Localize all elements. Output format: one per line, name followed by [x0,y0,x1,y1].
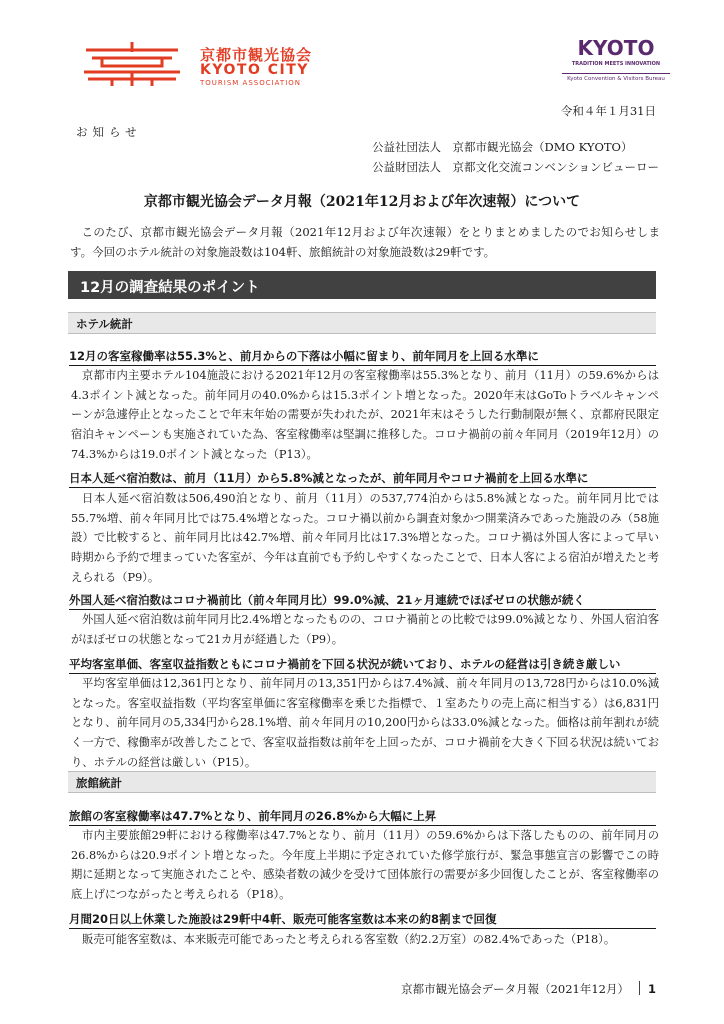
page-footer [401,981,656,997]
notice-label: お知らせ [76,125,142,139]
kyoto-city-tourism-association-logo [82,38,342,88]
ryokan-point-2-heading: 月間20日以上休業した施設は29軒中4軒、販売可能客室数は本来の約8割まで回復 [69,911,656,929]
footer-title: 京都市観光協会データ月報（2021年12月） [401,982,629,996]
hotel-point-3-heading: 外国人延べ宿泊数はコロナ禍前比（前々年同月比）99.0%減、21ヶ月連続でほぼゼロの状態が続く [69,592,656,610]
organization-1: 公益社団法人 京都市観光協会（DMO KYOTO） [372,140,633,154]
logo-name-en-sub: TOURISM ASSOCIATION [200,79,302,87]
logo-divider [562,73,670,74]
hotel-point-1-body: 京都市内主要ホテル104施設における2021年12月の客室稼働率は55.3%となり、前月（11月）の59.6%からは4.3ポイント減となった。前年同月の40.0%からは15.3ポイント増となった。2020年末はGoToトラベルキャンペーンが急遽停止となったことで年末年始の需要が失われたが、2021年末はそうした行動制限が無く、京都府民限定宿泊キャンペーンも実施されていた為、客室稼働率は堅調に推移した。コロナ禍前の前々年同月（2019年12月）の74.3%からは19.0ポイント減となった（P13）。 [71,369,659,461]
logo-name-en: KYOTO CITY [200,62,309,78]
kyoto-ornament-icon [82,38,192,88]
subsection-hotel-stats: ホテル統計 [68,312,656,334]
document-title: 京都市観光協会データ月報（2021年12月および年次速報）について [143,194,581,210]
ryokan-point-1-heading: 旅館の客室稼働率は47.7%となり、前年同月の26.8%から大幅に上昇 [69,808,656,826]
logo-bureau-name: Kyoto Convention & Visitors Bureau [567,76,665,82]
hotel-point-2-body: 日本人延べ宿泊数は506,490泊となり、前月（11月）の537,774泊からは5.8%減となった。前年同月比では55.7%増、前々年同月比では75.4%増となった。コロナ禍以前から調査対象かつ開業済みであった施設のみ（58施設）で比較すると、前年同月比は42.7%増、前々年同月比は17.3%増となった。コロナ禍は外国人客によって早い時期から予約で埋まっていた客室が、今年は直前でも予約しやすくなったことで、日本人客による宿泊が増えたと考えられる（P9）。 [71,492,659,584]
footer-separator [639,981,640,995]
kyoto-convention-bureau-logo [556,36,676,100]
ryokan-point-1-body: 市内主要旅館29軒における稼働率は47.7%となり、前月（11月）の59.6%からは下落したものの、前年同月の26.8%からは20.9ポイント増となった。今年度上半期に予定されていた修学旅行が、緊急事態宣言の影響でこの時期に延期となって実施されたことや、感染者数の減少を受けて団体旅行の需要が多少回復したことが、客室稼働率の底上げにつながったと考えられる（P18）。 [71,829,659,902]
logo-brand: KYOTO [577,36,655,60]
hotel-point-1-heading: 12月の客室稼働率は55.3%と、前月からの下落は小幅に留まり、前年同月を上回る水準に [69,348,656,366]
hotel-point-2-heading: 日本人延べ宿泊数は、前月（11月）から5.8%減となったが、前年同月やコロナ禍前を上回る水準に [69,470,656,488]
intro-paragraph: このたび、京都市観光協会データ月報（2021年12月および年次速報）をとりまとめましたのでお知らせします。今回のホテル統計の対象施設数は104軒、旅館統計の対象施設数は29軒です。 [70,225,660,259]
hotel-point-3-body: 外国人延べ宿泊数は前年同月比2.4%増となったものの、コロナ禍前との比較では99.0%減となり、外国人宿泊客がほぼゼロの状態となって21カ月が経過した（P9）。 [71,613,659,646]
subsection-ryokan-stats: 旅館統計 [68,771,656,793]
organization-2: 公益財団法人 京都文化交流コンベンションビューロー [372,160,659,174]
ryokan-point-2-body: 販売可能客室数は、本来販売可能であったと考えられる客室数（約2.2万室）の82.4%であった（P18）。 [82,933,616,946]
logo-name-ja: 京都市観光協会 [200,46,313,64]
section-header-december-points: 12月の調査結果のポイント [68,271,656,299]
document-date: 令和４年１月31日 [560,104,656,118]
logo-tagline: TRADITION MEETS INNOVATION [571,61,661,67]
page-number: 1 [647,982,656,996]
hotel-point-4-heading: 平均客室単価、客室収益指数ともにコロナ禍前を下回る状況が続いており、ホテルの経営は引き続き厳しい [69,656,656,674]
hotel-point-4-body: 平均客室単価は12,361円となり、前年同月の13,351円からは7.4%減、前々年同月の13,728円からは10.0%減となった。客室収益指数（平均客室単価に客室稼働率を乗じた指標で、１室あたりの売上高に相当する）は6,831円となり、前年同月の5,334円から28.1%増、前々年同月の10,200円からは33.0%減となった。価格は前年割れが続く一方で、稼働率が改善したことで、客室収益指数は前年を上回ったが、コロナ禍前を大きく下回る状況は続いており、ホテルの経営は厳しい（P15）。 [71,677,659,769]
